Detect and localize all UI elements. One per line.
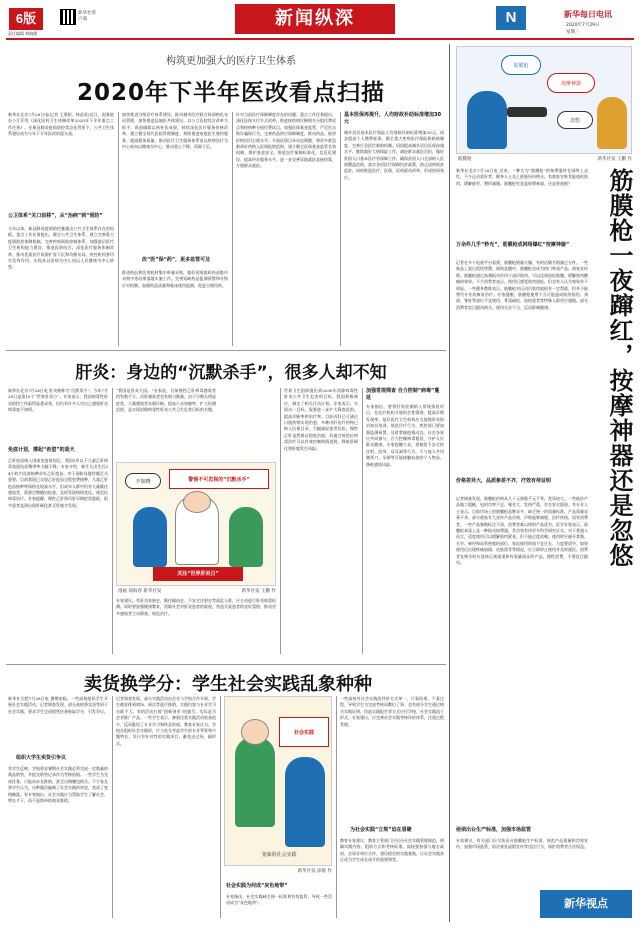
- article1-sub2: 改“医”保“药”，更多监管可及: [142, 257, 211, 263]
- right-sub2: 价格差异大，品质参差不齐，疗效有待证明: [456, 478, 552, 484]
- right-col1-body-c: 记者调查发现，筋膜枪价格从几十元到数千元不等，差异较大。一些低价产品做工粗糙，电机功率不足，噪音大、发热严重，存在安全隐患。有专业人士表示，目前市场上的筋膜枪品牌众多，缺乏统一的质量标准，产品质量良莠不齐。部分商家夸大宣传产品功效，声称能够减肥、治疗疾病，误导消费者。一些产品参数标注不清，消费者难以辨别产品优劣。医学专家表示，筋膜枪本质上是一种振动按摩器，其功效有待更多科学研究证实。对于普通人而言，适度使用可以缓解肌肉紧张，但不能过度依赖。使用时应避开骨骼、关节、神经和血管密集的部位，每次使用时间不宜过长，力度要适中。如果使用后出现疼痛加剧、皮肤淤青等情况，应立即停止使用并及时就医。消费者在购买时应选择正规渠道和有质量保证的产品，理性消费，不要盲目跟风。: [456, 496, 588, 566]
- article3-sub1: 组织大学生卖货引争议: [16, 755, 67, 761]
- article2-col1-body: 新华社北京7月28日电 肝炎被称为“沉默杀手”。今年7月28日是第10个“世界肝炎日”。专家表示，我国病毒性肝炎防控工作取得显著成效，但仍有许多人对自己感染肝炎病毒毫不知情。: [8, 388, 108, 413]
- article1-sub3: 基本医保再提升，人均财政补助标准增加30元: [344, 112, 441, 125]
- article-massage-gun: [452, 44, 636, 922]
- article2-col2-body-b: 专家建议，有肝炎家族史、既往输血史、不安全注射史等高危人群，应主动进行肝炎病毒检测。同时要加强健康教育，消除社会对肝炎患者的歧视，营造关爱患者的良好氛围，推动更多感染者主动筛查、规范治疗。: [116, 598, 276, 616]
- section-title: 新闻纵深: [235, 4, 395, 34]
- masthead-rule: [6, 38, 634, 40]
- cartoon-credit: 新华社发 王鹏 作: [597, 157, 632, 162]
- article2-sub2: 加强常规筛查 合力控制“病毒”蔓延: [366, 388, 440, 401]
- article3-col4-body-b: 教育专家建议，教育主管部门应出台社会实践管理规范，明确实践内容、组织方式和考核标准。高校要加强与地方政府、企事业单位合作，建设稳定的实践基地，让社会实践真正成为学生成长成才的重要课堂。: [340, 838, 444, 863]
- article3-col1-body-b: 有学生反映，学校要求暑期社会实践必须完成一定数量的商品销售，并提交销售记录作为考核依据。一些学生为完成任务，只能向亲友推销，甚至自掏腰包购买。不少家长和学生认为，这种做法偏离了社会实践的初衷，变成了变相摊派。有专家指出，社会实践应当帮助学生了解社会、增长才干，而不是简单的商业推销。: [8, 766, 108, 804]
- patient-figure: [229, 507, 263, 567]
- article1-col2-body: 加快推进分级诊疗体系建设，推动城市医疗联合体网格化布局管理，加快推进县域医共体建设。以公立医院综合改革为抓手，巩固破除以药补医成果，持续深化医疗服务价格改革，建立健全现代医院管理制度。持续推进家庭医生签约服务，提高服务质量。推动医疗卫生服务体系由以疾病治疗为中心转向以健康为中心，推动重心下移、资源下沉。: [122, 112, 228, 150]
- app-qr-icon: [60, 9, 76, 25]
- right-col1-body-d: 专家建议，有关部门应尽快出台筋膜枪生产标准，规范产品质量和功效宣传，加强市场监管，依法查处虚假宣传等违法行为，保护消费者合法权益。: [456, 838, 588, 850]
- article3-sub3: 为社会实践“立规”迫在眉睫: [350, 827, 412, 833]
- hepatitis-cartoon: [116, 462, 276, 586]
- doctor-head: [183, 491, 211, 513]
- article3-col1-body: 新华社合肥7月28日电 暑期来临，一些高校组织学生开展社会实践活动。记者调查发现，部分高校将卖货等同于社会实践，要求学生完成销售任务换取学分，引发争议。: [8, 696, 108, 714]
- column-rule: [362, 388, 363, 654]
- article1-col2-body-b: 推进药品和医用耗材集中带量采购，做好国家组织药品集中采购中选结果落地实施工作。完善短缺药品监测预警和分级应对机制。加强药品质量和临床使用监测，促进合理用药。: [122, 270, 228, 288]
- cartoon-sign: 社会实践: [279, 717, 329, 747]
- massage-gun-cartoon: [456, 46, 632, 154]
- article1-col1-body: 今年以来，新冠肺炎疫情防控暴露出公共卫生体系存在的短板。重点工作任务提出，健全公共卫生体系，建立完善重大疫情防控体制机制。完善疾病预防控制体系，加强基层医疗卫生机构能力建设，推进医防结合。深化医疗服务体制改革，推动优质医疗资源扩容下沉和均衡布局。疾控机构要切实发挥作用，实现从以治病为中心向以人民健康为中心转变。: [8, 226, 114, 270]
- editors: 责任编辑 林晓健: [8, 31, 38, 36]
- column-rule: [220, 696, 221, 918]
- right-col1-body: 新华社北京7月28日电 近来，一种名为“筋膜枪”的按摩器材在网络上走红，不少运动爱好者、健身人士及上班族纷纷购买。有商家宣称其能放松肌肉、缓解疲劳、塑形减脂。筋膜枪究竟是按摩神器，还是智商税？: [456, 168, 588, 186]
- student-figure: [235, 737, 275, 827]
- xinhua-logo: N: [496, 6, 526, 30]
- issue-weekday: 星期三: [566, 30, 580, 35]
- article2-col4-body: 专家指出，要将肝炎检测纳入常规体检项目，在医疗机构开展机会性筛查，提高早期发现率。基层医疗卫生机构应当加强肝炎防治知识培训，规范诊疗行为。疾控部门要加强监测预警，及时掌握疫情动态。社会各界应共同参与，合力控制病毒蔓延，守护人民群众健康。专家提醒公众，要避免不安全的注射、纹身、穿耳洞等行为，不与他人共用剃须刀、牙刷等可能接触血液的个人物品，降低感染风险。: [366, 404, 444, 467]
- right-sub1: 万余件几乎“秒光”，筋膜枪成网络爆红“按摩神器”: [456, 242, 570, 248]
- article2-sub1: 免疫计划，撑起“希望”的蓝天: [8, 447, 75, 453]
- person-figure: [467, 91, 507, 149]
- article1-headline: 2020年下半年医改看点扫描: [76, 80, 385, 106]
- article1-col4-body: 城乡居民基本医疗保险人均财政补助标准增加30元，同步提高个人缴费标准。健全重大疾病医疗保险和救助制度，完善应急医疗救助机制。巩固提高城乡居民医保待遇水平，继续做好大病保险工作，减轻群众就医负担。做好贫困人口基本医疗有保障工作，确保贫困人口全部纳入医保覆盖范围，落实各项医疗保障扶贫政策，防止因病致贫返贫。同时推进医疗、医保、医药联动改革，形成协同效应。: [344, 130, 444, 180]
- main-column-divider: [449, 44, 450, 922]
- cartoon-label: 筋膜枪: [501, 55, 541, 75]
- patient-figure: [133, 507, 167, 567]
- article2-col3-body: 世界卫生组织提出到2030年消除病毒性肝炎公共卫生危害的目标。我国积极响应，制定了相关行动计划。专家表示，实现这一目标，需要进一步扩大筛查范围，提高诊断率和治疗率。目前丙肝已可通过口服药物实现治愈，多种丙肝治疗药物已纳入医保目录，大幅减轻患者负担。慢性乙肝虽然难以彻底治愈，但通过规范抗病毒治疗可以有效控制病情进展，降低肝硬化和肝癌发生风险。: [284, 388, 358, 451]
- column-rule: [112, 696, 113, 918]
- column-rule: [118, 112, 119, 346]
- article3-sub2: 社会实践为何成“灰色地带”: [226, 883, 288, 889]
- article1-kicker: 构筑更加强大的医疗卫生体系: [166, 56, 296, 67]
- column-rule: [336, 696, 337, 918]
- cartoon-caption: 筋膜枪: [458, 157, 472, 162]
- article3-col2-body: 记者调查发现，部分实践活动由企业与学校合作开展，学生被安排到商场、网店等进行推销，实践内容与专业学习关联不大。有的活动打着“创新创业”的旗号，实际是为企业推广产品。一些学生表示，参加这类实践活动收获很少，反而耽误了专业学习和休息时间。教育专家认为，学校在组织社会实践时，应当充分考虑学生的专业背景和兴趣特长，设计有针对性的实践项目，避免走过场、搞形式。: [116, 696, 216, 746]
- cartoon-sign: 关注“世界肝炎日”: [153, 567, 243, 581]
- article3-credit: 新华社发 徐骏 作: [297, 869, 332, 874]
- cartoon-bubble: 不知晓: [125, 473, 161, 489]
- article2-bottom-rule: [6, 664, 446, 665]
- article-student-practice: [6, 668, 446, 922]
- article3-headline: 卖货换学分：学生社会实践乱象种种: [84, 674, 372, 695]
- app-name: 新华社客户端: [78, 11, 96, 22]
- article2-headline: 肝炎：身边的“沉默杀手”，很多人却不知: [75, 363, 387, 383]
- article3-col4-body: 一些高校对社会实践的评价方式单一，只看结果、不看过程，导致学生为完成考核而敷衍了事。也有部分学生通过购买实践证明、伪造实践报告等方式应付学校，社会实践流于形式。专家建议，应完善社会实践考核评价体系，注重过程管理。: [340, 696, 444, 727]
- column-rule: [112, 388, 113, 654]
- cartoon-label: 按摩神器: [547, 73, 595, 93]
- cartoon-title-board: 警惕不可忽视的“沉默杀手”: [169, 469, 269, 489]
- article-hepatitis: [6, 352, 446, 666]
- column-rule: [232, 112, 233, 346]
- column-rule: [340, 112, 341, 346]
- right-col-headline: 筋膜枪一夜蹿红，按摩神器还是忽悠: [605, 168, 633, 568]
- right-sub3: 亟须出台生产标准，加强市场监管: [456, 827, 532, 833]
- article-healthcare-reform: [6, 44, 446, 350]
- student-cartoon: [224, 696, 332, 866]
- teacher-figure: [285, 757, 325, 847]
- page-number: 6版: [9, 8, 43, 30]
- massage-gun-icon: [507, 107, 547, 117]
- right-col1-body-b: 记者在多个电商平台看到，筋膜枪销量火爆，有的店铺月销量过万件。一些新品上架后很快售罄。网络直播中，筋膜枪也成为热门带货产品。商家宣传称，筋膜枪通过高频振动作用于深层肌肉，可以达到放松筋膜、缓解肌肉酸痛的效果。不少消费者表示，使用后感觉肌肉放松，但也有人认为效果并不明显。一些健身教练表示，筋膜枪对运动后肌肉放松有一定帮助，但并不能替代专业的康复治疗。专家提醒，筋膜枪使用不当可能造成肌肉损伤，颈部、脊柱等部位不宜使用，骨质疏松、血栓患者等特殊人群更应谨慎。部分消费者盲目跟风购买，使用方法不当，反而影响健康。: [456, 260, 588, 310]
- brand-name: 新华每日电讯: [564, 10, 612, 19]
- article1-col3-body: 针对当前医疗保障制度存在的问题，重点工作任务提出，深化医保支付方式改革，推进按疾病诊断相关分组付费试点和按病种分值付费试点。加强医保基金监管，严厉打击欺诈骗保行为。完善药品供应保障制度，推动药品、耗材价格回归合理水平。开展医保目录动态调整，将更多救急救命好药纳入医保报销范围。建立健全医保基金监管长效机制，维护基金安全。推进医疗保障标准化、信息化建设，提高经办服务水平。进一步完善异地就医直接结算，方便群众就医。: [236, 112, 336, 169]
- article2-image-caption: 漫画 商海春 新华社发: [118, 589, 162, 594]
- article1-lead: 新华社北京7月28日电(记者 王秉阳、林苗苗)近日，国务院办公厅印发《深化医药卫生体制改革2020年下半年重点工作任务》。在新冠肺炎疫情防控常态化背景下，公共卫生体系建设成为今年下半年医改的重头戏。: [8, 112, 114, 137]
- article2-col2-body: “我国是肝炎大国。”专家说，目前慢性乙肝病毒感染者约有数千万，丙肝感染者也有相当数量。由于早期无明显症状，大量感染者未被诊断。提高公众知晓率、扩大检测范围，是实现消除病毒性肝炎公共卫生危害目标的关键。: [116, 388, 216, 413]
- masthead: [0, 0, 640, 40]
- footer-logo: 新华视点: [540, 890, 632, 918]
- article2-image-caption2: 新华社发 王鹏 作: [241, 589, 276, 594]
- cartoon-label: 忽悠: [557, 111, 593, 129]
- article1-bottom-rule: [6, 350, 446, 351]
- person-figure: [597, 97, 627, 149]
- column-rule: [280, 388, 281, 654]
- article2-col1-body-b: 乙肝疫苗纳入国家免疫规划后，我国5岁以下儿童乙肝病毒表面抗原携带率大幅下降。专家介绍，新生儿出生后24小时内及时接种首针乙肝疫苗，对于预防母婴传播至关重要。目前我国已实现乙肝疫苗全程免费接种，儿童乙肝疫苗接种率保持在较高水平。但成年人群中仍有大量既往感染者，需要定期随访检查，及时发现病情变化，规范抗病毒治疗。专家提醒，慢性乙肝和丙肝早期症状隐匿，很多患者直到出现肝硬化甚至肝癌才发现。: [8, 458, 108, 508]
- article3-col3-body: 专家指出，社会实践缺乏统一标准和有效监管，导致一些活动成为“灰色地带”。: [226, 894, 332, 906]
- issue-date: 2020年7月29日: [566, 23, 600, 28]
- article1-sub1: 公卫体系“关口前移”，从“治病”到“预防”: [8, 213, 103, 219]
- student-head: [241, 719, 269, 745]
- cartoon-caption: 变味的社会实践: [261, 852, 297, 858]
